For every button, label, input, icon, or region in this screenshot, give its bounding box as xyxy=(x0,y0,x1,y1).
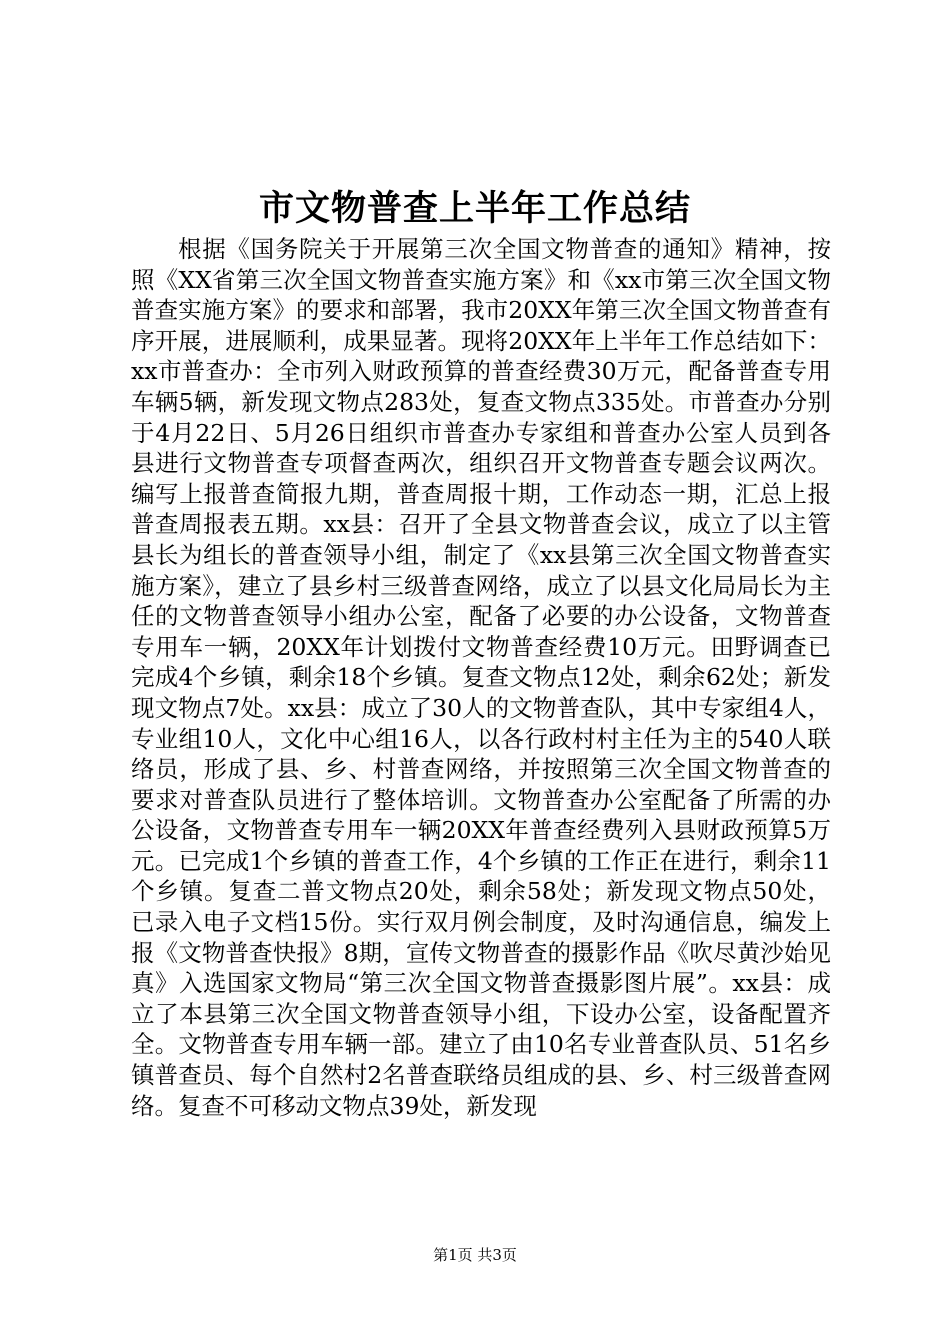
body-paragraph: 根据《国务院关于开展第三次全国文物普查的通知》精神，按照《XX省第三次全国文物普查实施方案》和《xx市第三次全国文物普查实施方案》的要求和部署，我市20XX年第三次全国文物普查有序开展，进展顺利，成果显著。现将20XX年上半年工作总结如下：xx市普查办：全市列入财政预算的普查经费30万元，配备普查专用车辆5辆，新发现文物点283处，复查文物点335处。市普查办分别于4月22日、5月26日组织市普查办专家组和普查办公室人员到各县进行文物普查专项督查两次，组织召开文物普查专题会议两次。编写上报普查简报九期，普查周报十期，工作动态一期，汇总上报普查周报表五期。xx县：召开了全县文物普查会议，成立了以主管县长为组长的普查领导小组，制定了《xx县第三次全国文物普查实施方案》，建立了县乡村三级普查网络，成立了以县文化局局长为主任的文物普查领导小组办公室，配备了必要的办公设备，文物普查专用车一辆，20XX年计划拨付文物普查经费10万元。田野调查已完成4个乡镇，剩余18个乡镇。复查文物点12处，剩余62处；新发现文物点7处。xx县：成立了30人的文物普查队，其中专家组4人，专业组10人，文化中心组16人，以各行政村村主任为主的540人联络员，形成了县、乡、村普查网络，并按照第三次全国文物普查的要求对普查队员进行了整体培训。文物普查办公室配备了所需的办公设备，文物普查专用车一辆20XX年普查经费列入县财政预算5万元。已完成1个乡镇的普查工作，4个乡镇的工作正在进行，剩余11个乡镇。复查二普文物点20处，剩余58处；新发现文物点50处，已录入电子文档15份。实行双月例会制度，及时沟通信息，编发上报《文物普查快报》8期，宣传文物普查的摄影作品《吹尽黄沙始见真》入选国家文物局“第三次全国文物普查摄影图片展”。xx县：成立了本县第三次全国文物普查领导小组，下设办公室，设备配置齐全。文物普查专用车辆一部。建立了由10名专业普查队员、51名乡镇普查员、每个自然村2名普查联络员组成的县、乡、村三级普查网络。复查不可移动文物点39处，新发现 xyxy=(131,235,831,1120)
document-title: 市文物普查上半年工作总结 xyxy=(258,188,691,229)
page-number-footer: 第1页 共3页 xyxy=(433,1246,517,1264)
